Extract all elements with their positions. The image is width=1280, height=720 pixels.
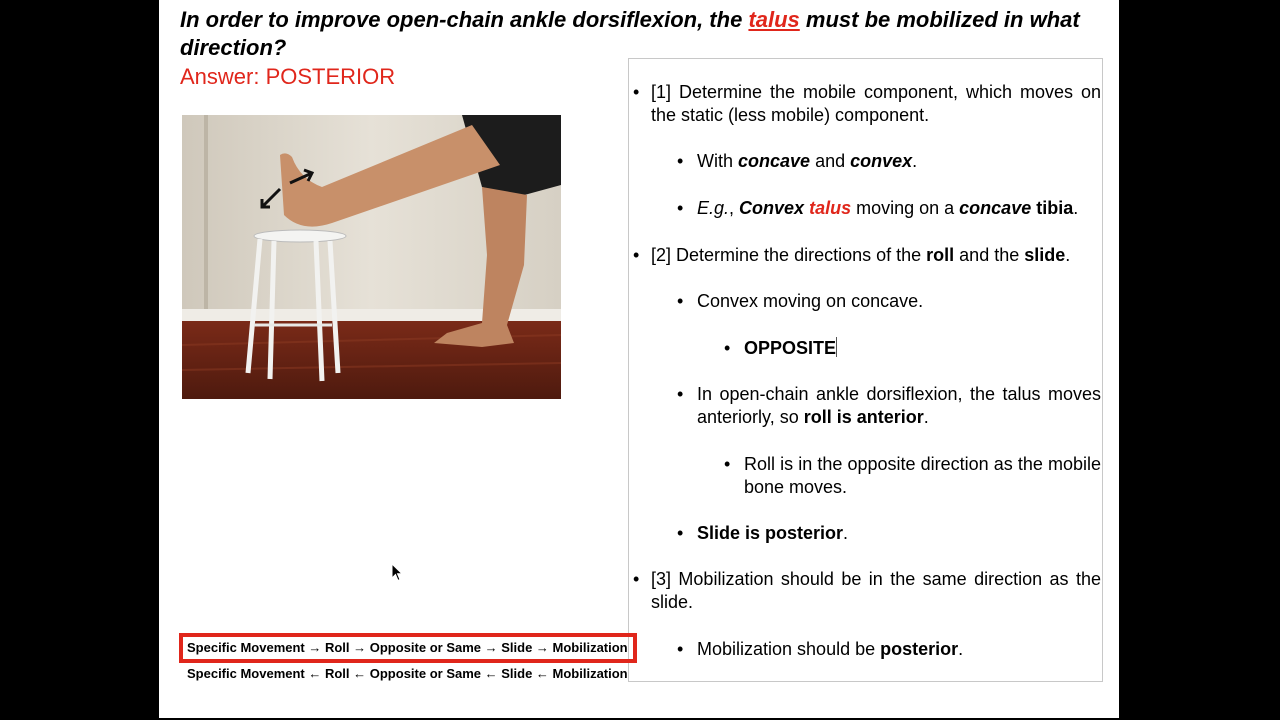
chain-forward-text: Specific Movement → Roll → Opposite or Same → Slide → Mobilization [187,640,628,655]
question-text-part1: In order to improve open-chain ankle dorsiflexion, the [180,7,749,32]
bullet-convex-on-concave: • Convex moving on concave. [677,291,924,311]
slide-posterior-term: Slide is posterior [697,523,844,543]
tibia-term: tibia [1036,198,1074,218]
ankle-dorsiflexion-photo [182,115,561,399]
step-1-text: [1] Determine the mobile component, which moves on the static (less mobile) component. [651,82,1101,125]
period: . [958,639,964,659]
bullet-opposite: • OPPOSITE [724,338,837,358]
question-title [180,6,1100,62]
comma: , [729,198,740,218]
bullet-example: • E.g., Convex talus moving on a concave tibia. [677,198,1079,218]
period: . [843,523,849,543]
bullet-roll-opposite: • Roll is in the opposite direction as the mobile bone moves. [724,454,1101,497]
roll-opposite-text: Roll is in the opposite direction as the mobile bone moves. [744,454,1101,497]
step-2-text: [2] Determine the directions of the [651,245,927,265]
moving-on-text: moving on a [851,198,960,218]
open-chain-text: In open-chain ankle dorsiflexion, the talus moves anteriorly, so [697,384,1101,427]
chain-forward-box [179,633,637,663]
posterior-term: posterior [880,639,959,659]
concave-term-2: concave [959,198,1032,218]
mob-prefix-text: Mobilization should be [697,639,881,659]
period: . [912,151,918,171]
roll-anterior-term: roll is anterior [803,407,924,427]
period: . [1073,198,1079,218]
with-text: With [697,151,739,171]
period: . [1065,245,1071,265]
step-3-text: [3] Mobilization should be in the same direction as the slide. [651,569,1101,612]
mouse-cursor-icon [391,563,405,583]
chain-backward-text: Specific Movement ← Roll ← Opposite or Same ← Slide ← Mobilization [187,666,628,681]
question-highlight-talus: talus [748,7,800,32]
text-caret [836,337,837,357]
slide-term: slide [1024,245,1066,265]
bullet-with-concave-convex: • With concave and convex. [677,151,918,171]
convex-on-concave-text: Convex moving on concave. [697,291,924,311]
convex-term: convex [850,151,913,171]
answer-text: Answer: POSTERIOR [180,64,396,89]
convex-cap-term: Convex [739,198,805,218]
bullet-mobilization: • Mobilization should be posterior. [677,639,964,659]
talus-term: talus [809,198,852,218]
bullet-slide-posterior: • Slide is posterior. [677,523,849,543]
concave-term: concave [738,151,811,171]
explanation-panel [628,58,1103,682]
step-1: • [1] Determine the mobile component, which moves on the static (less mobile) component. [633,82,1101,125]
step-2: • [2] Determine the directions of the roll and the slide. [633,245,1071,265]
step-3: • [3] Mobilization should be in the same direction as the slide. [633,569,1101,612]
period: . [923,407,929,427]
opposite-term: OPPOSITE [744,338,837,358]
eg-text: E.g. [697,198,730,218]
question-text-part2: must be mobilized in what direction? [180,7,1080,60]
photo-illustration [182,115,561,399]
slide [159,0,1119,718]
roll-term: roll [926,245,955,265]
and-text: and [810,151,851,171]
bullet-open-chain: • In open-chain ankle dorsiflexion, the talus moves anteriorly, so roll is anterior. [677,384,1101,427]
and-the-text: and the [954,245,1025,265]
